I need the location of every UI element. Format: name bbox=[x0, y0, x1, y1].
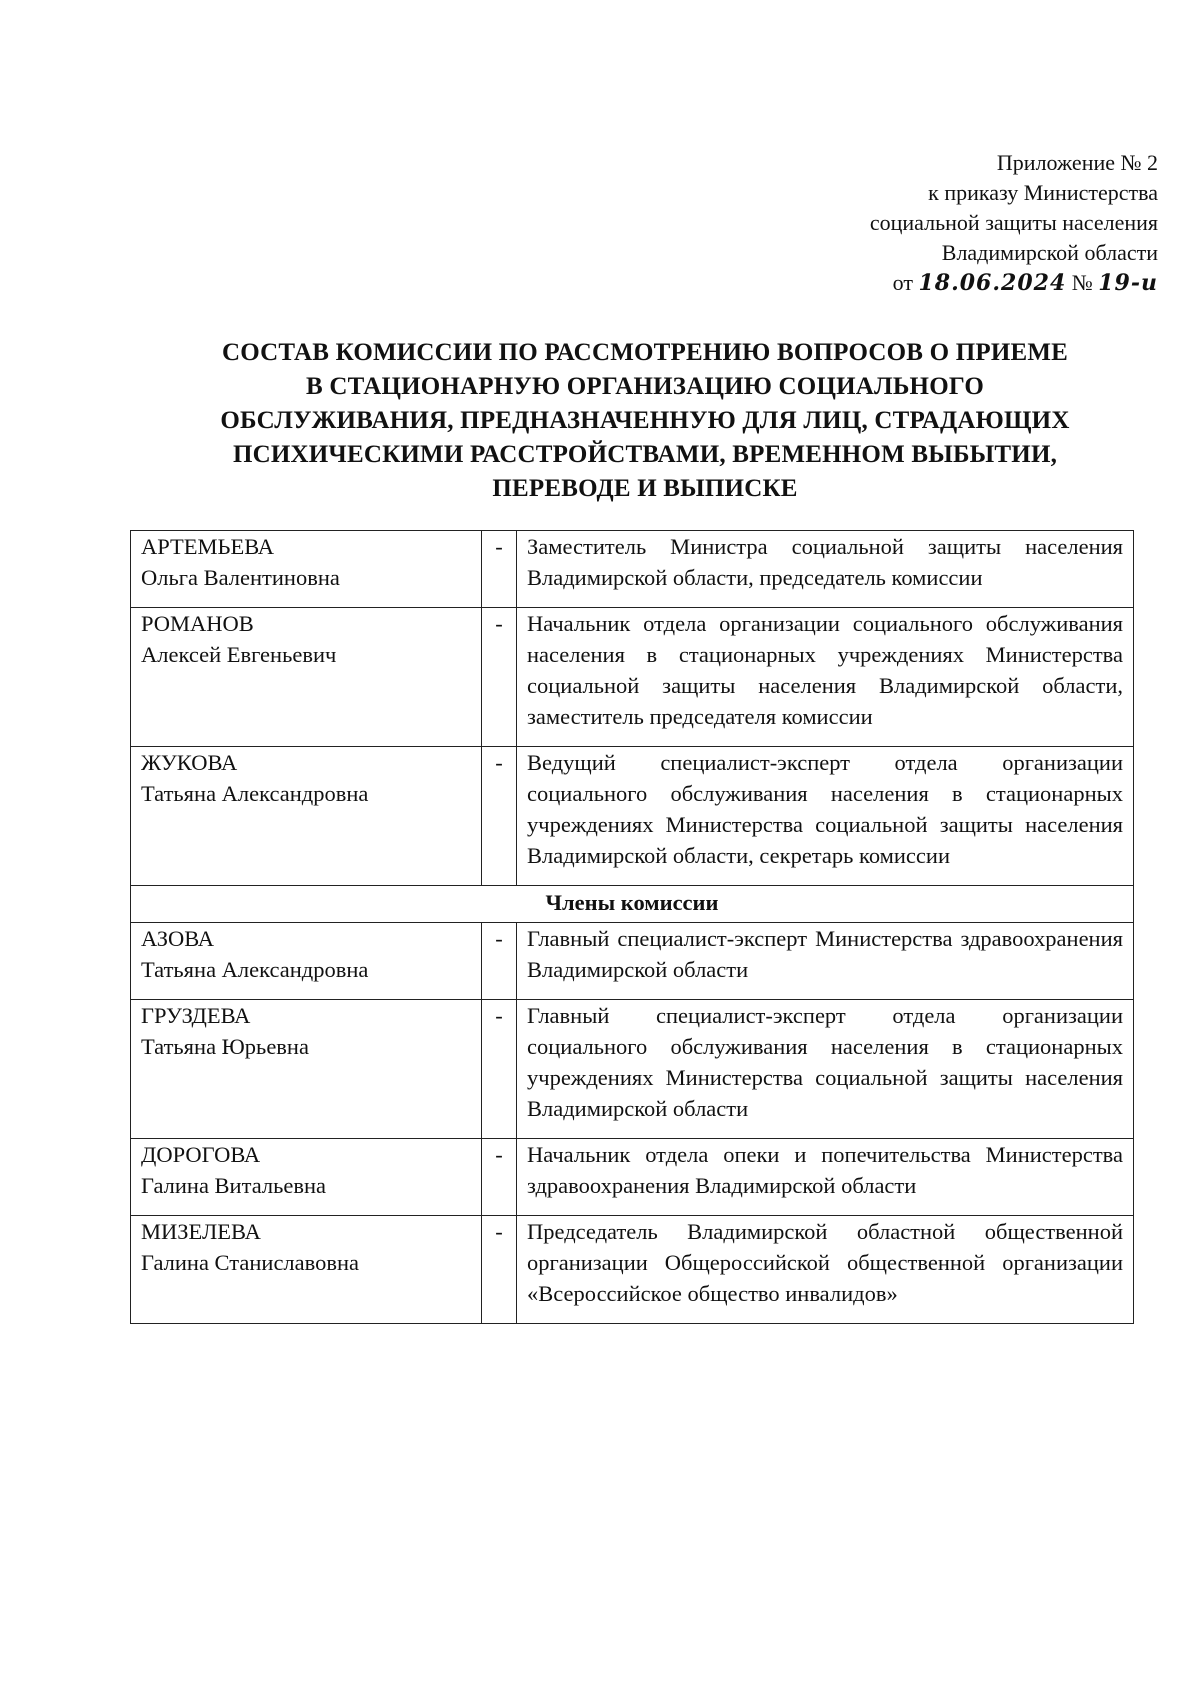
table-row bbox=[131, 531, 1134, 608]
member-given-name: Татьяна Юрьевна bbox=[141, 1034, 309, 1059]
member-surname: ЖУКОВА bbox=[141, 750, 238, 775]
table-row bbox=[131, 747, 1134, 886]
member-role: Начальник отдела организации социального обслуживания населения в стационарных учреждениях Министерства социальной защиты населения Владимирской области, заместитель председателя комиссии bbox=[517, 608, 1134, 747]
member-name bbox=[131, 1000, 482, 1139]
dash-separator: - bbox=[482, 608, 517, 747]
member-surname: АРТЕМЬЕВА bbox=[141, 534, 275, 559]
member-given-name: Алексей Евгеньевич bbox=[141, 642, 337, 667]
number-prefix: № bbox=[1071, 270, 1093, 295]
appendix-region: Владимирской области bbox=[941, 240, 1158, 265]
members-heading: Члены комиссии bbox=[131, 886, 1134, 923]
appendix-date-number bbox=[700, 268, 1158, 298]
member-name bbox=[131, 1139, 482, 1216]
member-surname: ГРУЗДЕВА bbox=[141, 1003, 251, 1028]
member-given-name: Ольга Валентиновна bbox=[141, 565, 340, 590]
table-row bbox=[131, 608, 1134, 747]
member-role: Заместитель Министра социальной защиты населения Владимирской области, председатель комиссии bbox=[517, 531, 1134, 608]
title-line: СОСТАВ КОМИССИИ ПО РАССМОТРЕНИЮ ВОПРОСОВ О ПРИЕМЕ bbox=[221, 339, 1069, 366]
table-row bbox=[131, 923, 1134, 1000]
member-name bbox=[131, 923, 482, 1000]
member-name bbox=[131, 608, 482, 747]
member-role: Председатель Владимирской областной общественной организации Общероссийской общественной организации «Всероссийское общество инвалидов» bbox=[517, 1216, 1134, 1324]
section-heading-row bbox=[131, 886, 1134, 923]
document-title bbox=[150, 336, 1140, 506]
member-role: Главный специалист-эксперт отдела организации социального обслуживания населения в стационарных учреждениях Министерства социальной защиты населения Владимирской области bbox=[517, 1000, 1134, 1139]
appendix-ministry: социальной защиты населения bbox=[869, 210, 1158, 235]
member-surname: АЗОВА bbox=[141, 926, 215, 951]
dash-separator: - bbox=[482, 1000, 517, 1139]
member-surname: ДОРОГОВА bbox=[141, 1142, 261, 1167]
member-name bbox=[131, 531, 482, 608]
committee-table bbox=[130, 530, 1134, 1324]
dash-separator: - bbox=[482, 1216, 517, 1324]
table-row bbox=[131, 1000, 1134, 1139]
member-given-name: Татьяна Александровна bbox=[141, 781, 369, 806]
member-given-name: Галина Станиславовна bbox=[141, 1250, 360, 1275]
handwritten-date: 18.06.2024 bbox=[918, 270, 1067, 296]
appendix-header bbox=[700, 148, 1158, 298]
title-line: В СТАЦИОНАРНУЮ ОРГАНИЗАЦИЮ СОЦИАЛЬНОГО bbox=[306, 373, 984, 400]
member-given-name: Галина Витальевна bbox=[141, 1173, 327, 1198]
title-line: ОБСЛУЖИВАНИЯ, ПРЕДНАЗНАЧЕННУЮ ДЛЯ ЛИЦ, СТРАДАЮЩИХ bbox=[220, 407, 1070, 434]
dash-separator: - bbox=[482, 747, 517, 886]
dash-separator: - bbox=[482, 923, 517, 1000]
dash-separator: - bbox=[482, 1139, 517, 1216]
appendix-number: Приложение № 2 bbox=[996, 150, 1158, 175]
member-role: Начальник отдела опеки и попечительства Министерства здравоохранения Владимирской области bbox=[517, 1139, 1134, 1216]
title-line: ПСИХИЧЕСКИМИ РАССТРОЙСТВАМИ, ВРЕМЕННОМ ВЫБЫТИИ, bbox=[232, 441, 1058, 468]
member-name bbox=[131, 1216, 482, 1324]
member-role: Ведущий специалист-эксперт отдела организации социального обслуживания населения в стационарных учреждениях Министерства социальной защиты населения Владимирской области, секретарь комиссии bbox=[517, 747, 1134, 886]
date-prefix: от bbox=[892, 270, 913, 295]
title-line: ПЕРЕВОДЕ И ВЫПИСКЕ bbox=[492, 475, 798, 502]
member-name bbox=[131, 747, 482, 886]
dash-separator: - bbox=[482, 531, 517, 608]
member-surname: МИЗЕЛЕВА bbox=[141, 1219, 261, 1244]
member-role: Главный специалист-эксперт Министерства здравоохранения Владимирской области bbox=[517, 923, 1134, 1000]
appendix-order-ref: к приказу Министерства bbox=[928, 180, 1158, 205]
table-row bbox=[131, 1139, 1134, 1216]
handwritten-number: 19-и bbox=[1098, 270, 1158, 296]
table-row bbox=[131, 1216, 1134, 1324]
member-given-name: Татьяна Александровна bbox=[141, 957, 369, 982]
member-surname: РОМАНОВ bbox=[141, 611, 254, 636]
